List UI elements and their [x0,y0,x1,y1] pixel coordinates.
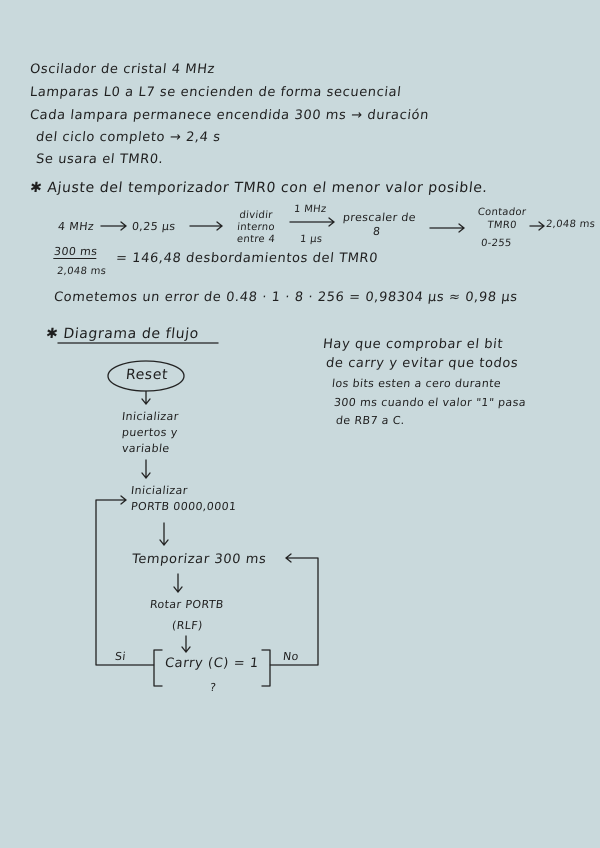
note-line-4: 300 ms cuando el valor "1" pasa [333,396,527,409]
counter-label-3: 0-255 [480,238,513,249]
flow-init-1: Inicializar [121,410,180,423]
counter-label-1: Contador [477,207,527,218]
divider-label-3: entre 4 [236,234,276,245]
divider-label-1: dividir [238,210,274,221]
error-line: Cometemos un error de 0.48 · 1 · 8 · 256 = 0,98304 µs ≈ 0,98 µs [53,290,519,305]
loop-no-line [270,558,318,665]
prescaler-label: prescaler de [342,211,417,224]
note-line-3: los bits esten a cero durante [331,377,502,390]
note-line-1: Hay que comprobar el bit [322,337,504,352]
freq-after-divider: 1 MHz [293,204,328,215]
intro-line-1: Oscilador de cristal 4 MHz [29,62,216,77]
flow-rotate-1: Rotar PORTB [149,598,225,611]
flow-initialize-1: Inicializar [130,484,189,497]
flow-decision: Carry (C) = 1 [164,656,260,671]
flow-yes-label: Si [114,650,127,663]
flow-no-label: No [282,650,300,663]
note-line-5: de RB7 a C. [335,414,406,427]
intro-line-3: Cada lampara permanece encendida 300 ms → duración [29,108,430,123]
osc-period: 0,25 µs [131,220,177,233]
intro-line-5: Se usara el TMR0. [35,152,165,167]
prescaler-value: 8 [372,225,382,238]
intro-line-4: del ciclo completo → 2,4 s [35,130,222,145]
flow-timer: Temporizar 300 ms [131,552,268,567]
flow-reset: Reset [125,367,169,383]
decision-right-bracket [262,650,270,686]
decision-left-bracket [154,650,162,686]
osc-freq: 4 MHz [57,220,95,233]
flow-rotate-2: (RLF) [171,619,204,632]
divider-label-2: interno [236,222,276,233]
counter-result: 2,048 ms [545,219,596,230]
reset-ellipse [108,361,184,391]
flow-init-2: puertos y [121,426,179,439]
flow-heading: ✱ Diagrama de flujo [45,326,200,342]
fraction-numerator: 300 ms [53,245,99,258]
flow-decision-mark: ? [209,681,217,694]
fraction-denominator: 2,048 ms [56,266,107,277]
counter-label-2: TMR0 [486,220,518,231]
flow-init-3: variable [121,442,171,455]
note-line-2: de carry y evitar que todos [325,356,520,371]
overflow-result: = 146,48 desbordamientos del TMR0 [115,251,379,266]
loop-yes-line [96,500,154,665]
ajuste-heading: ✱ Ajuste del temporizador TMR0 con el menor valor posible. [29,180,489,196]
intro-line-2: Lamparas L0 a L7 se encienden de forma secuencial [29,85,403,100]
period-after-divider: 1 µs [299,234,323,245]
flow-initialize-2: PORTB 0000,0001 [130,500,238,513]
